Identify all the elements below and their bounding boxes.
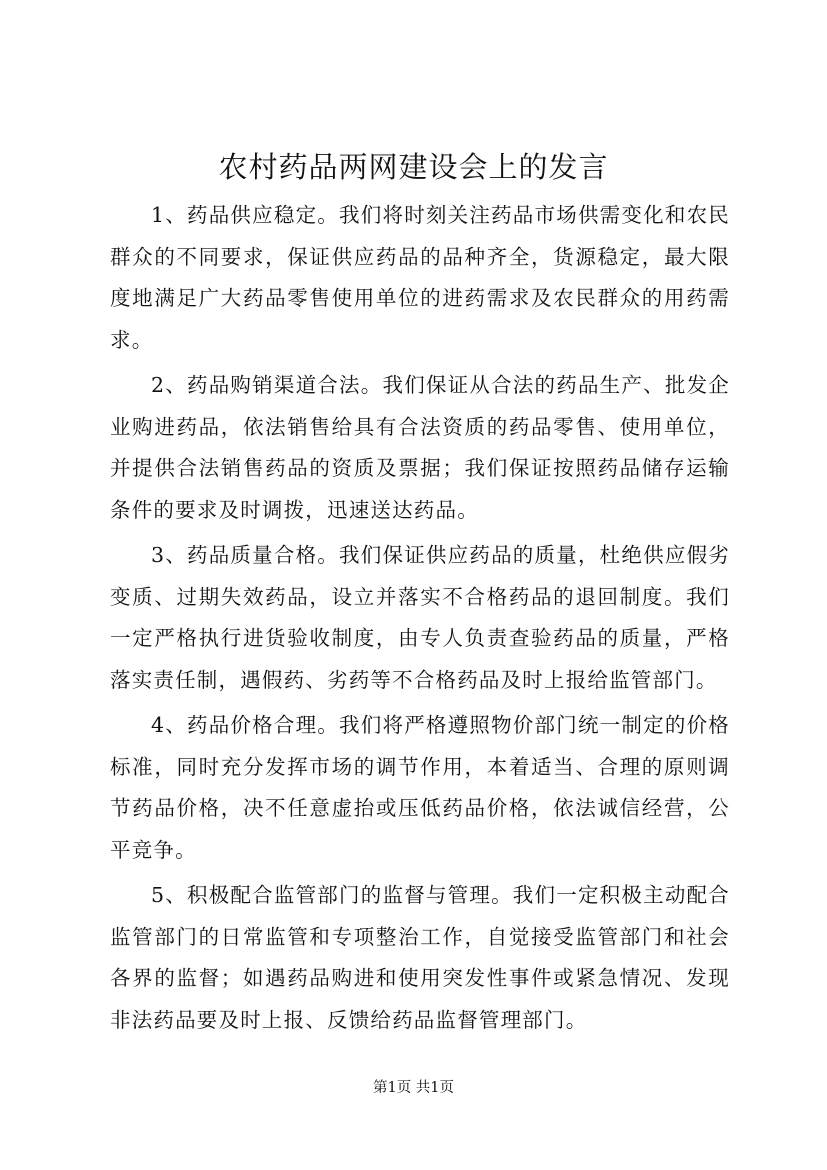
page-footer: 第1页 共1页: [372, 1080, 455, 1096]
paragraph-4: 4、药品价格合理。我们将严格遵照物价部门统一制定的价格标准，同时充分发挥市场的调节作用，本着适当、合理的原则调节药品价格，决不任意虚抬或压低药品价格，依法诚信经营，公平竞争。: [110, 713, 730, 862]
paragraph-3: 3、药品质量合格。我们保证供应药品的质量，杜绝供应假劣变质、过期失效药品，设立并落实不合格药品的退回制度。我们一定严格执行进货验收制度，由专人负责查验药品的质量，严格落实责任制，遇假药、劣药等不合格药品及时上报给监管部门。: [110, 543, 730, 692]
paragraph-1: 1、药品供应稳定。我们将时刻关注药品市场供需变化和农民群众的不同要求，保证供应药品的品种齐全，货源稳定，最大限度地满足广大药品零售使用单位的进药需求及农民群众的用药需求。: [110, 203, 730, 352]
paragraph-2: 2、药品购销渠道合法。我们保证从合法的药品生产、批发企业购进药品，依法销售给具有合法资质的药品零售、使用单位，并提供合法销售药品的资质及票据；我们保证按照药品储存运输条件的要求及时调拨，迅速送达药品。: [110, 373, 730, 522]
paragraph-5: 5、积极配合监管部门的监督与管理。我们一定积极主动配合监管部门的日常监管和专项整治工作，自觉接受监管部门和社会各界的监督；如遇药品购进和使用突发性事件或紧急情况、发现非法药品要及时上报、反馈给药品监督管理部门。: [110, 883, 730, 1032]
document-title: 农村药品两网建设会上的发言: [218, 150, 609, 184]
document-body: [110, 195, 730, 1045]
